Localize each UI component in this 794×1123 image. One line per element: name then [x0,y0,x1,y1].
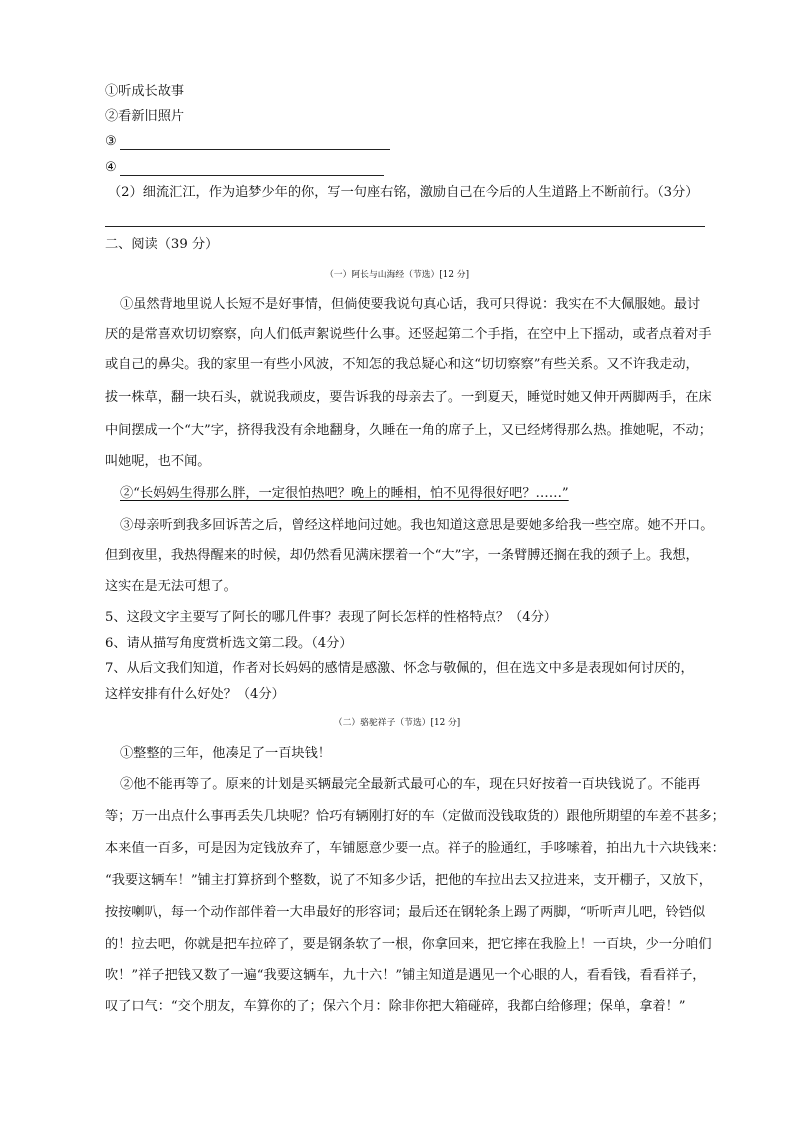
option-item-2: ②看新旧照片 [105,109,185,124]
passage-2-para-2-line: 叹了口气：“交个朋友，车算你的了；保六个月：除非你把大箱碰碎，我都白给修理；保单，拿着！” [105,999,686,1014]
passage-1-para-3-line: 但到夜里，我热得醒来的时候，却仍然看见满床摆着一个“大”字，一条臂膊还搁在我的颈子上。我想， [105,548,699,563]
passage-1-para-1-line: 或自己的鼻尖。我的家里一有些小风波，不知怎的我总疑心和这“切切察察”有些关系。又不许我走动， [105,357,699,372]
option-item-3: ③ [105,134,117,149]
passage-1-para-1-line: 拔一株草，翻一块石头，就说我顽皮，要告诉我的母亲去了。一到夏天，睡觉时她又伸开两脚两手，在床 [105,390,712,405]
answer-blank-4[interactable] [120,175,384,176]
question-5: 5、这段文字主要写了阿长的哪几件事？表现了阿长怎样的性格特点？（4分） [105,610,557,625]
passage-1-para-2: ②“长妈妈生得那么胖，一定很怕热吧？晚上的睡相，怕不见得很好吧？……” [120,486,569,501]
passage-2-para-2-line: 本来值一百多，可是因为定钱放弃了，车铺愿意少要一点。祥子的脸通红，手哆嗦着，拍出九十六块钱来： [105,841,725,856]
passage-1-para-1-line: 中间摆成一个“大”字，挤得我没有余地翻身，久睡在一角的席子上，又已经烤得那么热。推她呢，不动； [105,423,712,438]
passage-2-para-2-line: 按按喇叭，每一个动作部伴着一大串最好的形容词；最后还在钢轮条上踢了两脚，“听听声儿吧，铃铛似 [105,905,706,920]
passage-2-para-2-line: 等；万一出点什么事再丢失几块呢？恰巧有辆刚打好的车（定做而没钱取货的）跟他所期望的车差不甚多； [105,809,725,824]
passage-2-para-2-line: 吹！”祥子把钱又数了一遍“我要这辆车，九十六！”铺主知道是遇见一个心眼的人，看看钱，看看祥子， [105,968,706,983]
option-item-4: ④ [105,160,117,175]
passage-2-para-2-line: 的！拉去吧，你就是把车拉碎了，要是钢条软了一根，你拿回来，把它摔在我脸上！一百块，少一分咱们 [105,937,712,952]
passage-1-para-1-line: ①虽然背地里说人长短不是好事情，但倘使要我说句真心话，我可只得说：我实在不大佩服她。最讨 [120,297,701,312]
section-2-title: 二、阅读（39 分） [105,237,219,252]
question-7-line: 这样安排有什么好处？（4分） [105,687,285,702]
passage-2-para-2-line: ②他不能再等了。原来的计划是买辆最完全最新式最可心的车，现在只好按着一百块钱说了。不能再 [120,777,701,792]
passage-2-para-1: ①整整的三年，他凑足了一百块钱！ [120,746,331,761]
passage-1-para-3-line: 这实在是无法可想了。 [105,579,237,594]
passage-1-para-1-line: 厌的是常喜欢切切察察，向人们低声絮说些什么事。还竖起第二个手指，在空中上下摇动，或者点着对手 [105,327,712,342]
passage-2-para-2-line: “我要这辆车！”铺主打算挤到个整数，说了不知多少话，把他的车拉出去又拉进来，支开棚子，又放下， [105,873,712,888]
option-item-1: ①听成长故事 [105,84,185,99]
passage-1-title: （一）阿长与山海经（节选）[12 分] [324,270,469,280]
passage-2-title: （二）骆驼祥子（节选）[12 分] [333,718,461,728]
passage-1-para-1-line: 叫她呢，也不闻。 [105,454,211,469]
answer-blank-motto[interactable] [105,226,705,227]
question-2: （2）细流汇江，作为追梦少年的你，写一句座右铭，激励自己在今后的人生道路上不断前行。（3分） [108,185,699,200]
question-6: 6、请从描写角度赏析选文第二段。（4分） [105,636,353,651]
answer-blank-3[interactable] [120,149,390,150]
passage-1-para-3-line: ③母亲听到我多回诉苦之后，曾经这样地问过她。我也知道这意思是要她多给我一些空席。她不开口。 [120,518,714,533]
question-7-line: 7、从后文我们知道，作者对长妈妈的感情是感激、怀念与敬佩的，但在选文中多是表现如何讨厌的， [105,661,694,676]
